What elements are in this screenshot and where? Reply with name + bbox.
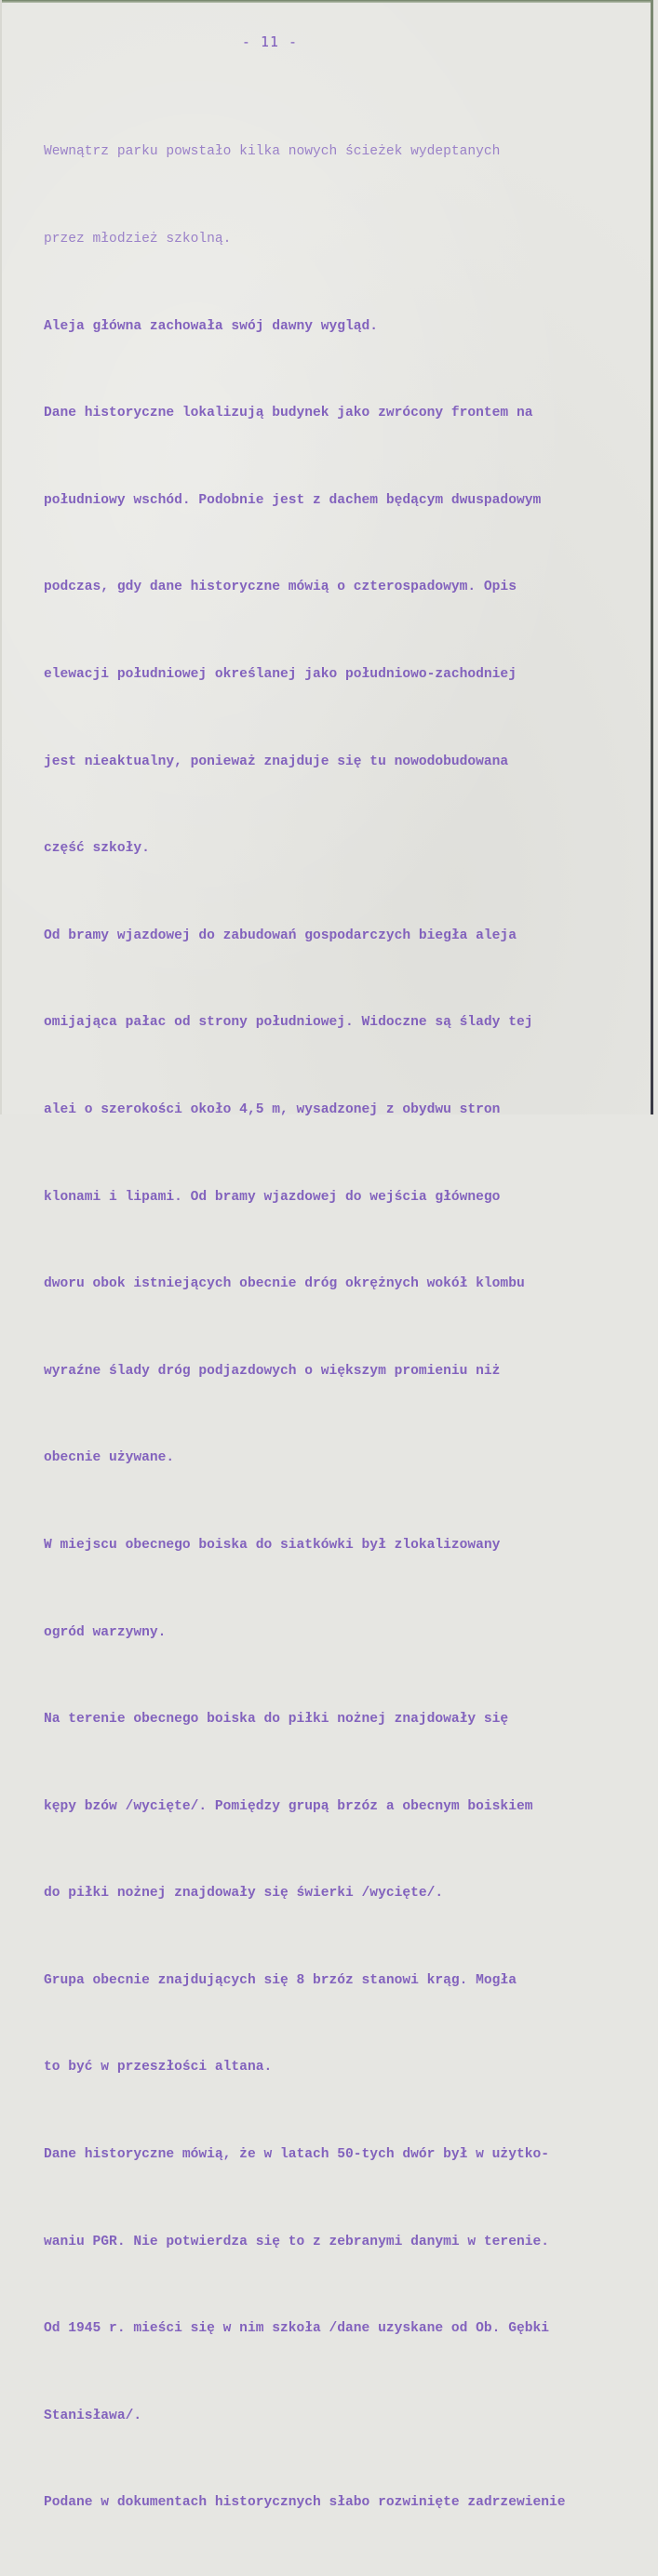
text-line: Dane historyczne mówią, że w latach 50-tych dwór był w użytko- (44, 2147, 549, 2163)
text-line: W miejscu obecnego boiska do siatkówki był zlokalizowany (44, 1537, 501, 1553)
text-line: wyraźne ślady dróg podjazdowych o większym promieniu niż (44, 1363, 501, 1379)
text-line: obecnie używane. (44, 1450, 175, 1466)
text-line: Od 1945 r. mieści się w nim szkoła /dane uzyskane od Ob. Gębki (44, 2321, 549, 2337)
text-line: Wewnątrz parku powstało kilka nowych ścieżek wydeptanych (44, 144, 501, 160)
text-line: kępy bzów /wycięte/. Pomiędzy grupą brzóz a obecnym boiskiem (44, 1798, 533, 1814)
text-line: Na terenie obecnego boiska do piłki nożnej znajdowały się (44, 1712, 509, 1728)
scan-left-edge (0, 0, 2, 1114)
text-line: klonami i lipami. Od bramy wjazdowej do wejścia głównego (44, 1189, 501, 1205)
text-line: elewacji południowej określanej jako południowo-zachodniej (44, 666, 517, 682)
text-line: część szkoły. (44, 841, 150, 857)
text-line: południowy wschód. Podobnie jest z dachem będącym dwuspadowym (44, 492, 542, 508)
text-line: waniu PGR. Nie potwierdza się to z zebranymi danymi w terenie. (44, 2234, 549, 2249)
text-line: Dane historyczne lokalizują budynek jako zwrócony frontem na (44, 406, 533, 421)
text-line: to być w przeszłości altana. (44, 2060, 273, 2075)
text-line: omijająca pałac od strony południowej. Widoczne są ślady tej (44, 1015, 533, 1031)
text-line: Grupa obecnie znajdujących się 8 brzóz stanowi krąg. Mogła (44, 1972, 517, 1988)
page-number: - 11 - (241, 33, 299, 50)
text-line: Aleja główna zachowała swój dawny wygląd. (44, 318, 379, 334)
scan-top-edge (0, 0, 653, 3)
text-line: Stanisława/. (44, 2408, 142, 2423)
text-line: Podane w dokumentach historycznych słabo rozwinięte zadrzewienie (44, 2495, 566, 2511)
text-line: jest nieaktualny, ponieważ znajduje się tu nowodobudowana (44, 754, 509, 769)
text-line: alei o szerokości około 4,5 m, wysadzonej z obydwu stron (44, 1101, 501, 1117)
text-line: dworu obok istniejących obecnie dróg okrężnych wokół klombu (44, 1276, 525, 1292)
text-line: Od bramy wjazdowej do zabudowań gospodarczych biegła aleja (44, 928, 517, 943)
document-body (44, 80, 658, 2576)
text-line: ogród warzywny. (44, 1624, 167, 1640)
text-line: podczas, gdy dane historyczne mówią o czterospadowym. Opis (44, 580, 517, 595)
text-line: przez młodzież szkolną. (44, 232, 232, 247)
text-line: do piłki nożnej znajdowały się świerki /wycięte/. (44, 1886, 444, 1902)
